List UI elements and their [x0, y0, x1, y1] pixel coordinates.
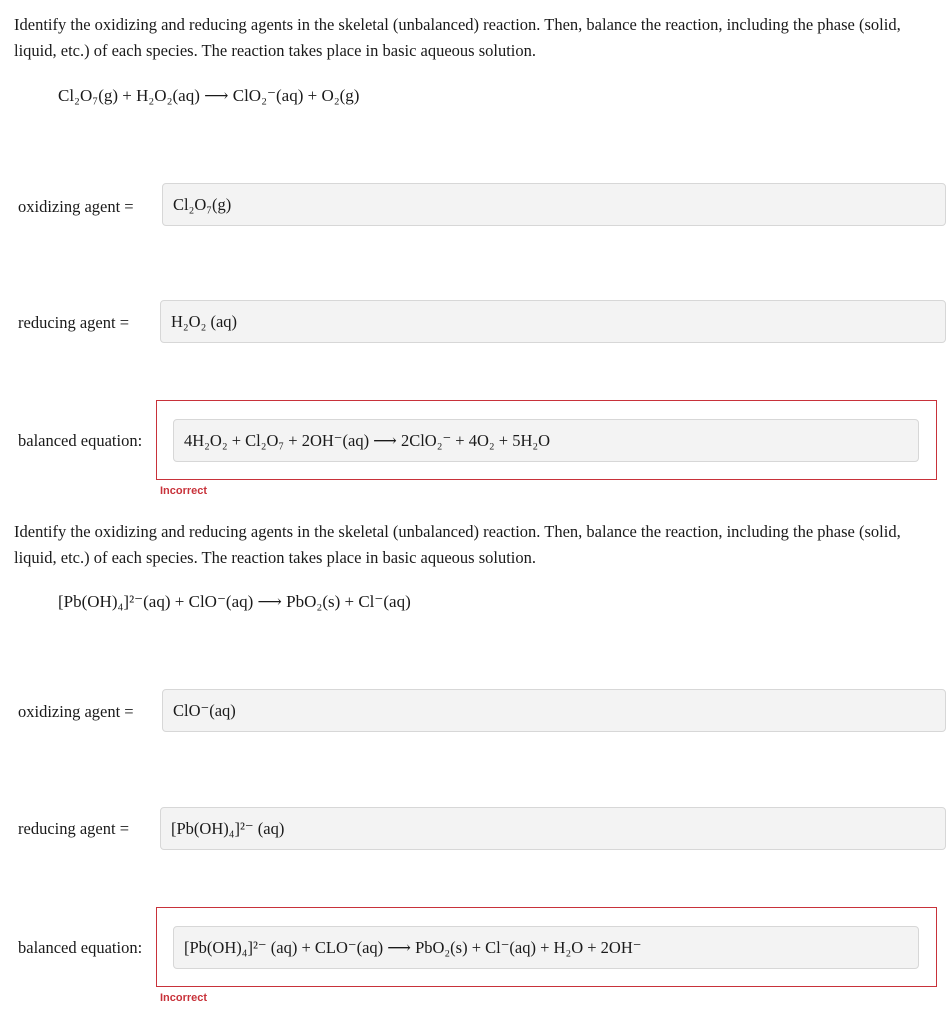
problem-2-reducing-answer: [Pb(OH)₄]²⁻ (aq)	[171, 818, 285, 838]
problem-2-oxidizing-answer-field[interactable]	[162, 689, 946, 732]
problem-1-reducing-answer: H₂O₂ (aq)	[171, 311, 238, 331]
problem-2-reducing-label: reducing agent =	[18, 819, 130, 838]
problem-1-balanced-answer: 4H₂O₂ + Cl₂O₇ + 2OH⁻(aq) ⟶ 2ClO₂⁻ + 4O₂ + 5H₂O	[184, 430, 551, 450]
problem-2-oxidizing-label: oxidizing agent =	[18, 702, 134, 721]
problem-1-oxidizing-answer-field[interactable]	[162, 183, 946, 226]
problem-2-oxidizing-answer: ClO⁻(aq)	[173, 700, 236, 720]
problem-1-oxidizing-label: oxidizing agent =	[18, 197, 134, 216]
problem-1-skeletal-equation: Cl₂O₇(g) + H₂O₂(aq) ⟶ ClO₂⁻(aq) + O₂(g)	[58, 86, 360, 105]
problem-2-prompt: Identify the oxidizing and reducing agents in the skeletal (unbalanced) reaction. Then, balance the reaction, including the phase (solid, liquid, etc.) of each species. The reaction takes place in basic aqueous solution.	[14, 522, 901, 567]
problem-2-balanced-answer: [Pb(OH)₄]²⁻ (aq) + CLO⁻(aq) ⟶ PbO₂(s) + Cl⁻(aq) + H₂O + 2OH⁻	[184, 937, 642, 957]
problem-1-oxidizing-answer: Cl₂O₇(g)	[173, 194, 232, 214]
problem-1-status-incorrect: Incorrect	[160, 485, 208, 497]
problem-2-balanced-answer-field[interactable]	[173, 926, 919, 969]
problem-1-reducing-answer-field[interactable]	[160, 300, 946, 343]
problem-1-reducing-label: reducing agent =	[18, 313, 130, 332]
problem-2-balanced-label: balanced equation:	[18, 938, 143, 957]
problem-1-balanced-answer-field[interactable]	[173, 419, 919, 462]
problem-1-balanced-label: balanced equation:	[18, 431, 143, 450]
problem-1-prompt: Identify the oxidizing and reducing agents in the skeletal (unbalanced) reaction. Then, balance the reaction, including the phase (solid, liquid, etc.) of each species. The reaction takes place in basic aqueous solution.	[14, 15, 901, 60]
problem-2-status-incorrect: Incorrect	[160, 992, 208, 1004]
problem-2-reducing-answer-field[interactable]	[160, 807, 946, 850]
problem-2-skeletal-equation: [Pb(OH)₄]²⁻(aq) + ClO⁻(aq) ⟶ PbO₂(s) + Cl⁻(aq)	[58, 592, 411, 611]
